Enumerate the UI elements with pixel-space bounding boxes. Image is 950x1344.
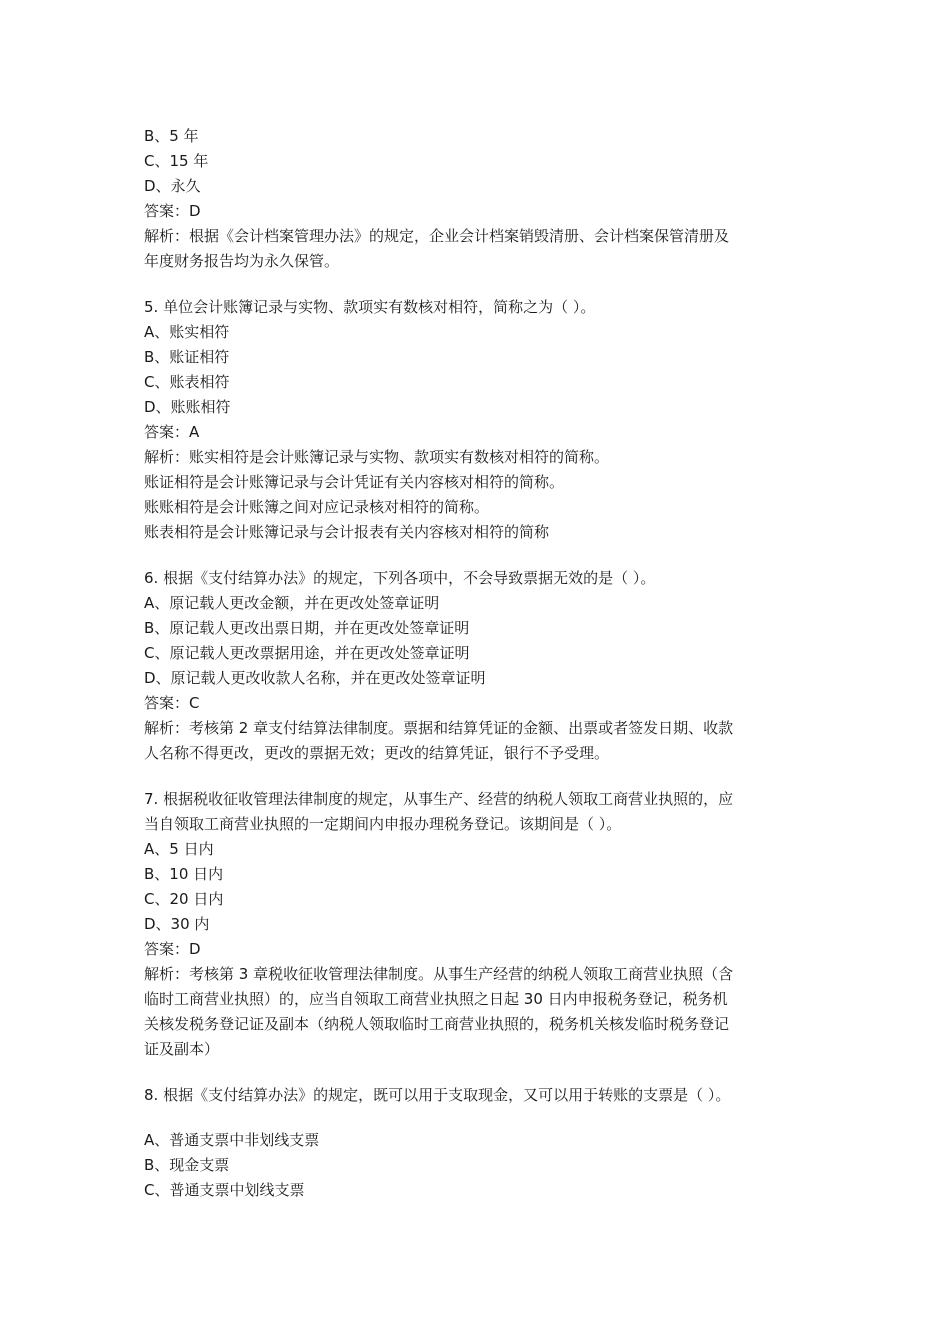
answer: 答案：D <box>144 202 201 220</box>
question-stem: 7. 根据税收征收管理法律制度的规定，从事生产、经营的纳税人领取工商营业执照的，应 <box>144 790 734 808</box>
option-c: C、20 日内 <box>144 890 224 908</box>
answer: 答案：D <box>144 940 201 958</box>
answer: 答案：A <box>144 423 200 441</box>
question-block-prev <box>144 124 814 274</box>
answer: 答案：C <box>144 694 200 712</box>
explanation-line: 人名称不得更改，更改的票据无效；更改的结算凭证，银行不予受理。 <box>144 744 610 762</box>
option-d: D、永久 <box>144 177 201 195</box>
document-page <box>144 124 814 1203</box>
option-a: A、普通支票中非划线支票 <box>144 1131 320 1149</box>
explanation-line: 解析：考核第 2 章支付结算法律制度。票据和结算凭证的金额、出票或者签发日期、收款 <box>144 719 734 737</box>
question-block-7 <box>144 787 814 1062</box>
option-b: B、账证相符 <box>144 348 230 366</box>
question-stem: 当自领取工商营业执照的一定期间内申报办理税务登记。该期间是（ ）。 <box>144 815 622 833</box>
option-a: A、原记载人更改金额，并在更改处签章证明 <box>144 594 440 612</box>
option-c: C、账表相符 <box>144 373 230 391</box>
explanation-line: 证及副本） <box>144 1040 220 1058</box>
question-block-5 <box>144 295 814 545</box>
explanation-line: 年度财务报告均为永久保管。 <box>144 252 340 270</box>
explanation-line: 解析：账实相符是会计账簿记录与实物、款项实有数核对相符的简称。 <box>144 448 610 466</box>
question-block-6 <box>144 566 814 766</box>
option-c: C、15 年 <box>144 152 209 170</box>
explanation-line: 账表相符是会计账簿记录与会计报表有关内容核对相符的简称 <box>144 523 550 541</box>
explanation-line: 临时工商营业执照）的，应当自领取工商营业执照之日起 30 日内申报税务登记，税务机 <box>144 990 728 1008</box>
option-b: B、现金支票 <box>144 1156 230 1174</box>
explanation-line: 账账相符是会计账簿之间对应记录核对相符的简称。 <box>144 498 490 516</box>
option-b: B、10 日内 <box>144 865 224 883</box>
explanation-line: 解析：根据《会计档案管理办法》的规定，企业会计档案销毁清册、会计档案保管清册及 <box>144 227 730 245</box>
option-c: C、原记载人更改票据用途，并在更改处签章证明 <box>144 644 470 662</box>
option-d: D、30 内 <box>144 915 210 933</box>
option-b: B、5 年 <box>144 127 199 145</box>
option-a: A、5 日内 <box>144 840 214 858</box>
question-stem: 5. 单位会计账簿记录与实物、款项实有数核对相符，简称之为（ ）。 <box>144 298 596 316</box>
explanation-line: 账证相符是会计账簿记录与会计凭证有关内容核对相符的简称。 <box>144 473 565 491</box>
option-d: D、原记载人更改收款人名称，并在更改处签章证明 <box>144 669 486 687</box>
question-block-8 <box>144 1083 814 1203</box>
option-a: A、账实相符 <box>144 323 230 341</box>
question-stem: 6. 根据《支付结算办法》的规定，下列各项中，不会导致票据无效的是（ ）。 <box>144 569 656 587</box>
option-c: C、普通支票中划线支票 <box>144 1181 305 1199</box>
explanation-line: 解析：考核第 3 章税收征收管理法律制度。从事生产经营的纳税人领取工商营业执照（含 <box>144 965 734 983</box>
option-d: D、账账相符 <box>144 398 231 416</box>
option-b: B、原记载人更改出票日期，并在更改处签章证明 <box>144 619 470 637</box>
question-stem: 8. 根据《支付结算办法》的规定，既可以用于支取现金，又可以用于转账的支票是（ ）。 <box>144 1086 731 1104</box>
explanation-line: 关核发税务登记证及副本（纳税人领取临时工商营业执照的，税务机关核发临时税务登记 <box>144 1015 730 1033</box>
